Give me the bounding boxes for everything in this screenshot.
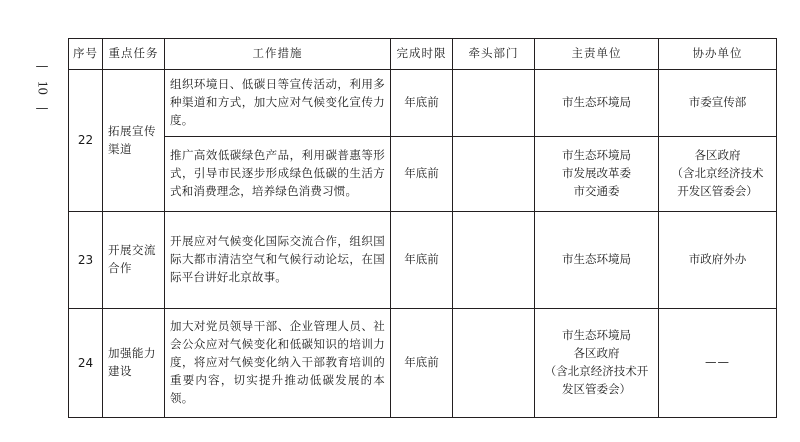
table-header-row [69, 39, 777, 70]
cell-main: 市生态环境局 各区政府 （含北京经济技术开发区管委会） [535, 309, 659, 418]
cell-task: 拓展宣传渠道 [103, 70, 165, 212]
column-header-lead: 牵头部门 [453, 39, 535, 70]
cell-assist: 市政府外办 [659, 212, 777, 309]
page-number-value: 10 [34, 80, 50, 95]
table-row [69, 212, 777, 309]
column-header-task: 重点任务 [103, 39, 165, 70]
cell-measure: 组织环境日、低碳日等宣传活动，利用多种渠道和方式，加大应对气候变化宣传力度。 [165, 70, 391, 137]
column-header-main: 主责单位 [535, 39, 659, 70]
cell-deadline: 年底前 [391, 212, 453, 309]
cell-measure: 推广高效低碳绿色产品，利用碳普惠等形式，引导市民逐步形成绿色低碳的生活方式和消费理念，培养绿色消费习惯。 [165, 137, 391, 212]
column-header-deadline: 完成时限 [391, 39, 453, 70]
cell-deadline: 年底前 [391, 137, 453, 212]
page-number-dash-bottom: — [35, 100, 49, 116]
cell-lead [453, 212, 535, 309]
cell-main: 市生态环境局 市发展改革委 市交通委 [535, 137, 659, 212]
cell-lead [453, 137, 535, 212]
cell-main: 市生态环境局 [535, 70, 659, 137]
column-header-measure: 工作措施 [165, 39, 391, 70]
cell-lead [453, 70, 535, 137]
cell-measure: 开展应对气候变化国际交流合作，组织国际大都市清洁空气和气候行动论坛，在国际平台讲好北京故事。 [165, 212, 391, 309]
cell-lead [453, 309, 535, 418]
cell-main: 市生态环境局 [535, 212, 659, 309]
cell-task: 开展交流合作 [103, 212, 165, 309]
cell-assist: 各区政府 （含北京经济技术 开发区管委会） [659, 137, 777, 212]
cell-measure: 加大对党员领导干部、企业管理人员、社会公众应对气候变化和低碳知识的培训力度，将应对气候变化纳入干部教育培训的重要内容，切实提升推动低碳发展的本领。 [165, 309, 391, 418]
cell-deadline: 年底前 [391, 70, 453, 137]
page-number [20, 60, 64, 116]
column-header-assist: 协办单位 [659, 39, 777, 70]
cell-assist: 市委宣传部 [659, 70, 777, 137]
cell-seq: 22 [69, 70, 103, 212]
table-row [69, 309, 777, 418]
cell-seq: 23 [69, 212, 103, 309]
cell-assist: —— [659, 309, 777, 418]
cell-deadline: 年底前 [391, 309, 453, 418]
cell-task: 加强能力建设 [103, 309, 165, 418]
table-row [69, 137, 777, 212]
task-table [68, 38, 777, 418]
page-number-dash-top: — [35, 59, 49, 74]
cell-seq: 24 [69, 309, 103, 418]
table-row [69, 70, 777, 137]
column-header-seq: 序号 [69, 39, 103, 70]
